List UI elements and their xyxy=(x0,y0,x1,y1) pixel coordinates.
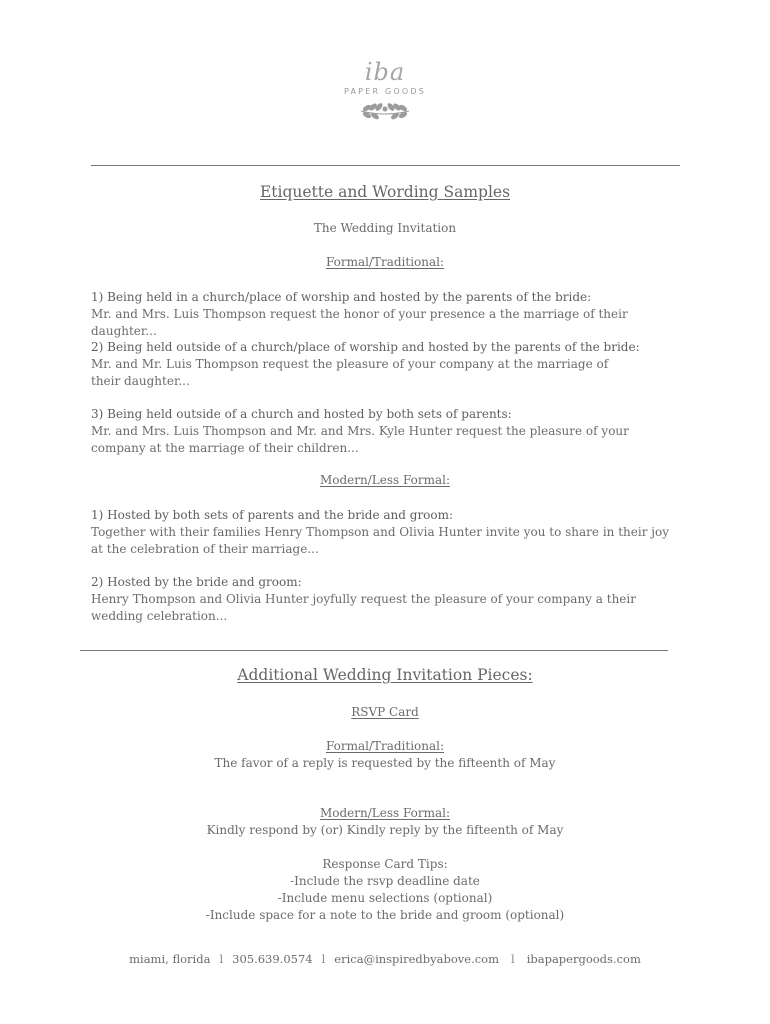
footer-separator: l xyxy=(219,952,224,966)
rsvp-modern-block xyxy=(0,805,770,839)
page-title: Etiquette and Wording Samples xyxy=(259,183,511,201)
rsvp-modern-text: Kindly respond by (or) Kindly reply by the fifteenth of May xyxy=(206,823,564,837)
rsvp-formal-block xyxy=(0,738,770,772)
formal-item-1-body: Mr. and Mrs. Luis Thompson request the honor of your presence a the marriage of their daughter... xyxy=(91,307,628,338)
brand-logo xyxy=(335,58,435,130)
response-tip-item: -Include space for a note to the bride and groom (optional) xyxy=(205,908,565,922)
modern-item-2-body: Henry Thompson and Olivia Hunter joyfully request the pleasure of your company a their wedding celebration... xyxy=(91,592,636,623)
modern-heading: Modern/Less Formal: xyxy=(319,473,451,487)
formal-item-2-body: Mr. and Mr. Luis Thompson request the pleasure of your company at the marriage of their daughter... xyxy=(91,357,609,388)
response-tips-heading: Response Card Tips: xyxy=(322,857,448,871)
formal-item-3-body: Mr. and Mrs. Luis Thompson and Mr. and Mrs. Kyle Hunter request the pleasure of your company at the marriage of their children... xyxy=(91,424,629,455)
modern-item-1 xyxy=(91,507,691,558)
formal-item-2-head: 2) Being held outside of a church/place of worship and hosted by the parents of the bride: xyxy=(91,340,640,354)
logo-sub-text: PAPER GOODS xyxy=(344,87,426,96)
logo-script-text: iba xyxy=(364,58,406,86)
footer-separator: l xyxy=(511,952,515,966)
response-tip-item: -Include menu selections (optional) xyxy=(277,891,493,905)
formal-item-1-head: 1) Being held in a church/place of worship and hosted by the parents of the bride: xyxy=(91,290,592,304)
top-divider xyxy=(91,165,680,166)
response-tip-item: -Include the rsvp deadline date xyxy=(290,874,480,888)
modern-item-2-head: 2) Hosted by the bride and groom: xyxy=(91,575,302,589)
modern-item-1-body: Together with their families Henry Thompson and Olivia Hunter invite you to share in their joy at the celebration of their marriage... xyxy=(91,525,669,556)
rsvp-modern-heading: Modern/Less Formal: xyxy=(319,806,451,820)
formal-item-3-head: 3) Being held outside of a church and hosted by both sets of parents: xyxy=(91,407,512,421)
formal-item-2 xyxy=(91,339,691,390)
contact-footer xyxy=(0,952,770,966)
formal-heading: Formal/Traditional: xyxy=(325,255,445,269)
formal-item-3 xyxy=(91,406,691,457)
middle-divider xyxy=(80,650,668,651)
modern-item-1-head: 1) Hosted by both sets of parents and the bride and groom: xyxy=(91,508,454,522)
formal-item-1 xyxy=(91,289,691,340)
footer-separator: l xyxy=(321,952,326,966)
laurel-branch-icon xyxy=(353,99,417,123)
page-subtitle: The Wedding Invitation xyxy=(313,221,457,235)
footer-email: erica@inspiredbyabove.com xyxy=(334,952,499,966)
additional-title: Additional Wedding Invitation Pieces: xyxy=(237,666,533,684)
rsvp-heading: RSVP Card xyxy=(351,705,419,719)
footer-website: ibapapergoods.com xyxy=(526,952,641,966)
modern-item-2 xyxy=(91,574,691,625)
response-tips-block xyxy=(0,856,770,924)
footer-location: miami, florida xyxy=(129,952,211,966)
rsvp-formal-text: The favor of a reply is requested by the fifteenth of May xyxy=(214,756,556,770)
footer-phone: 305.639.0574 xyxy=(232,952,313,966)
rsvp-formal-heading: Formal/Traditional: xyxy=(325,739,445,753)
